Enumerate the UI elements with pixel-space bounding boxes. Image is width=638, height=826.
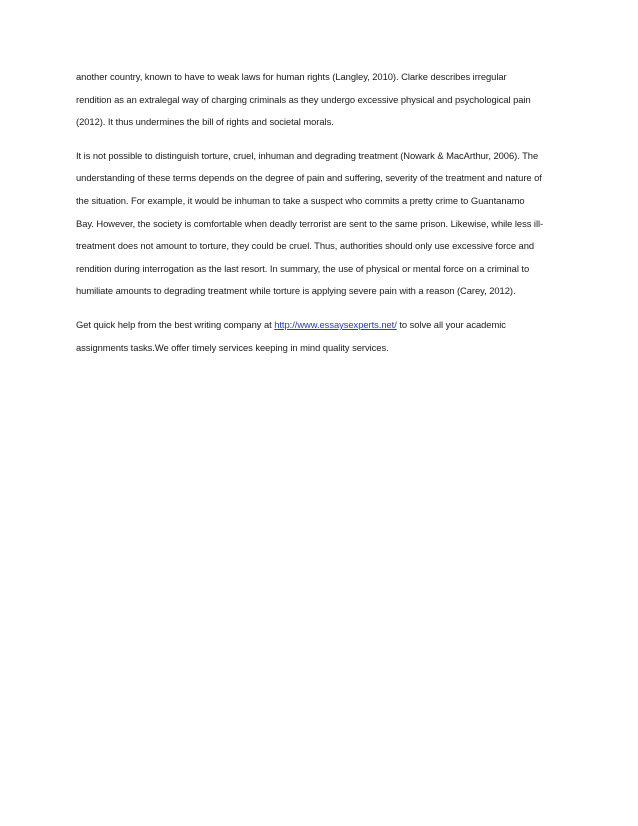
text-line: Bay. However, the society is comfortable when deadly terrorist are sent to the same prison. Likewise, while less ill- [76,217,544,229]
paragraph-rendition [76,66,566,134]
text-line: It is not possible to distinguish torture, cruel, inhuman and degrading treatment (Nowark & MacArthur, 2006). The [76,149,539,161]
text-line: treatment does not amount to torture, they could be cruel. Thus, authorities should only use excessive force and [76,240,535,252]
text-line: humiliate amounts to degrading treatment while torture is applying severe pain with a reason (Carey, 2012). [76,285,516,297]
paragraph-promo [76,314,566,359]
promo-line [76,314,566,337]
document-body [76,66,566,370]
text-line: understanding of these terms depends on the degree of pain and suffering, severity of the treatment and nature of [76,172,542,184]
text-line: assignments tasks.We offer timely services keeping in mind quality services. [76,341,389,353]
promo-link[interactable]: http://www.essaysexperts.net/ [274,318,397,330]
text-line: rendition during interrogation as the last resort. In summary, the use of physical or mental force on a criminal to [76,262,530,274]
text-line: rendition as an extralegal way of charging criminals as they undergo excessive physical and psychological pain [76,93,531,105]
text-line: (2012). It thus undermines the bill of rights and societal morals. [76,116,334,128]
promo-text-after: to solve all your academic [396,318,506,330]
text-line: the situation. For example, it would be inhuman to take a suspect who commits a pretty crime to Guantanamo [76,194,525,206]
paragraph-torture-distinction [76,145,566,303]
promo-text-before: Get quick help from the best writing company at [76,318,275,330]
text-line: another country, known to have to weak laws for human rights (Langley, 2010). Clarke describes irregular [76,71,507,82]
